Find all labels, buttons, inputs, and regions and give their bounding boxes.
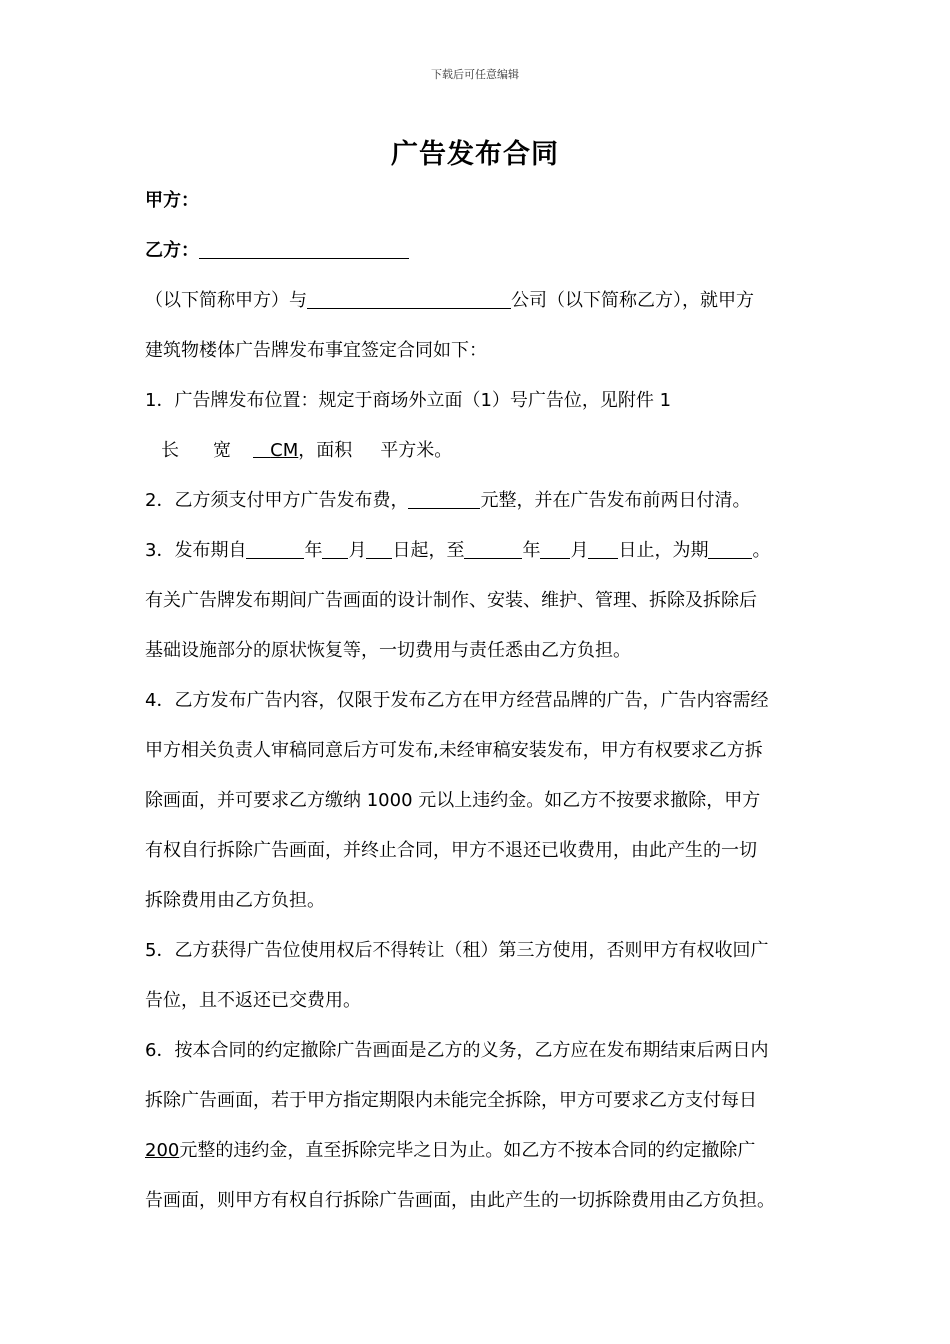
clause-6-line-3-rest: 元整的违约金，直至拆除完毕之日为止。如乙方不按本合同的约定撤除广 [179,1140,756,1161]
clause-2 [145,476,815,526]
intro-part-2: 公司（以下简称乙方），就甲方 [511,290,754,311]
clause-4-line-2: 甲方相关负责人审稿同意后方可发布,未经审稿安装发布，甲方有权要求乙方拆 [145,740,763,761]
clause-5-line-2: 告位，且不返还已交费用。 [145,990,361,1011]
party-a-label: 甲方： [145,190,199,211]
end-month-blank [540,538,570,559]
end-year-label: 年 [522,540,541,561]
clause-3-line-2: 有关广告牌发布期间广告画面的设计制作、安装、维护、管理、拆除及拆除后 [145,590,757,611]
start-day-blank [366,538,392,559]
intro-line-1 [145,276,815,326]
clause-4-line-3: 除画面，并可要求乙方缴纳 1000 元以上违约金。如乙方不按要求撤除，甲方 [145,790,761,811]
start-month-blank [322,538,348,559]
width-label: 宽 [213,440,231,461]
intro-part-1: （以下简称甲方）与 [145,290,307,311]
area-unit: 平方米。 [380,440,453,461]
clause-1-line-2 [145,426,815,476]
clause-5-line-1: 5．乙方获得广告位使用权后不得转让（租）第三方使用，否则甲方有权收回广 [145,940,769,961]
unit-cm [253,440,298,461]
clause-6-line-2: 拆除广告画面，若于甲方指定期限内未能完全拆除，甲方可要求乙方支付每日 [145,1090,757,1111]
party-b-label: 乙方： [145,240,199,261]
clause-3-line-1 [145,526,815,576]
contract-body [145,176,815,1226]
fee-blank [408,488,480,509]
party-a-line [145,176,815,226]
clause-3-line-3: 基础设施部分的原状恢复等，一切费用与责任悉由乙方负担。 [145,640,631,661]
header-note: 下载后可任意编辑 [431,68,519,81]
clause-6-line-4: 告画面，则甲方有权自行拆除广告画面，由此产生的一切拆除费用由乙方负担。 [145,1190,775,1211]
unit-cm-text: CM [270,440,299,461]
clause-3-start: 3．发布期自 [145,540,247,561]
clause-6-line-3 [145,1126,815,1176]
end-day-blank [588,538,618,559]
party-b-line [145,226,815,276]
clause-4-line-5: 拆除费用由乙方负担。 [145,890,325,911]
start-year-label: 年 [304,540,323,561]
company-name-blank [307,288,511,309]
clause-4-line-1: 4．乙方发布广告内容，仅限于发布乙方在甲方经营品牌的广告，广告内容需经 [145,690,769,711]
area-label: ，面积 [298,440,353,461]
start-year-blank [246,538,304,559]
clause-6-line-1: 6．按本合同的约定撤除广告画面是乙方的义务，乙方应在发布期结束后两日内 [145,1040,769,1061]
start-day-label: 日起，至 [392,540,465,561]
penalty-amount: 200 [145,1140,180,1161]
clause-1-line-1: 1．广告牌发布位置：规定于商场外立面（1）号广告位，见附件 1 [145,390,672,411]
document-title: 广告发布合同 [391,139,559,170]
clause-3-end: 。 [752,540,771,561]
end-day-label: 日止，为期 [618,540,709,561]
start-month-label: 月 [348,540,367,561]
intro-line-2: 建筑物楼体广告牌发布事宜签定合同如下： [145,340,487,361]
end-month-label: 月 [570,540,589,561]
clause-4-line-4: 有权自行拆除广告画面，并终止合同，甲方不退还已收费用，由此产生的一切 [145,840,757,861]
party-b-blank [199,238,409,259]
length-label: 长 [161,440,179,461]
period-blank [708,538,752,559]
clause-2-part-1: 2．乙方须支付甲方广告发布费， [145,490,409,511]
end-year-blank [464,538,522,559]
clause-2-part-2: 元整，并在广告发布前两日付清。 [480,490,751,511]
